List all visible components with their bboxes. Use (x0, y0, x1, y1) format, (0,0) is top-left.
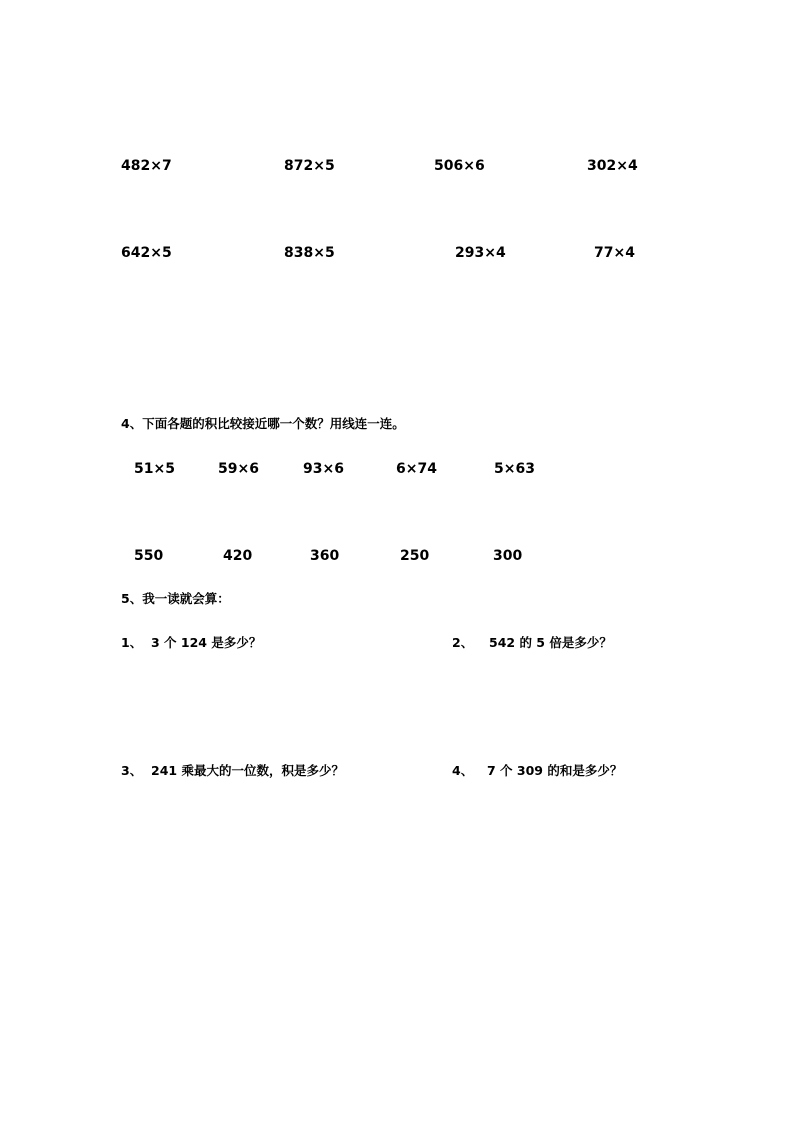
problem-r1-2: 872×5 (284, 158, 335, 174)
q4-answer-4: 250 (400, 548, 430, 564)
problem-r2-3: 293×4 (455, 245, 506, 261)
problem-r2-2: 838×5 (284, 245, 335, 261)
problem-r1-4: 302×4 (587, 158, 638, 174)
q4-expression-4: 6×74 (396, 461, 437, 477)
problem-r2-4: 77×4 (594, 245, 635, 261)
q5-item-3-text: 241 乘最大的一位数，积是多少？ (151, 763, 344, 778)
q4-expression-2: 59×6 (218, 461, 259, 477)
q4-answer-3: 360 (310, 548, 340, 564)
q4-expression-1: 51×5 (134, 461, 175, 477)
q4-answer-1: 550 (134, 548, 164, 564)
q5-item-4-text: 7 个 309 的和是多少？ (487, 763, 623, 778)
q4-expression-3: 93×6 (303, 461, 344, 477)
q5-item-2-text: 542 的 5 倍是多少？ (489, 635, 612, 650)
q5-title: 5、我一读就会算： (121, 591, 230, 606)
problem-r1-3: 506×6 (434, 158, 485, 174)
q4-expression-5: 5×63 (494, 461, 535, 477)
q5-item-3-number: 3、 (121, 763, 143, 778)
problem-r2-1: 642×5 (121, 245, 172, 261)
problem-r1-1: 482×7 (121, 158, 172, 174)
q4-title: 4、下面各题的积比较接近哪一个数？用线连一连。 (121, 416, 405, 431)
q5-item-2-number: 2、 (452, 635, 474, 650)
q5-item-1-number: 1、 (121, 635, 143, 650)
q4-answer-5: 300 (493, 548, 523, 564)
q5-item-1-text: 3 个 124 是多少？ (151, 635, 262, 650)
q5-item-4-number: 4、 (452, 763, 474, 778)
q4-answer-2: 420 (223, 548, 253, 564)
